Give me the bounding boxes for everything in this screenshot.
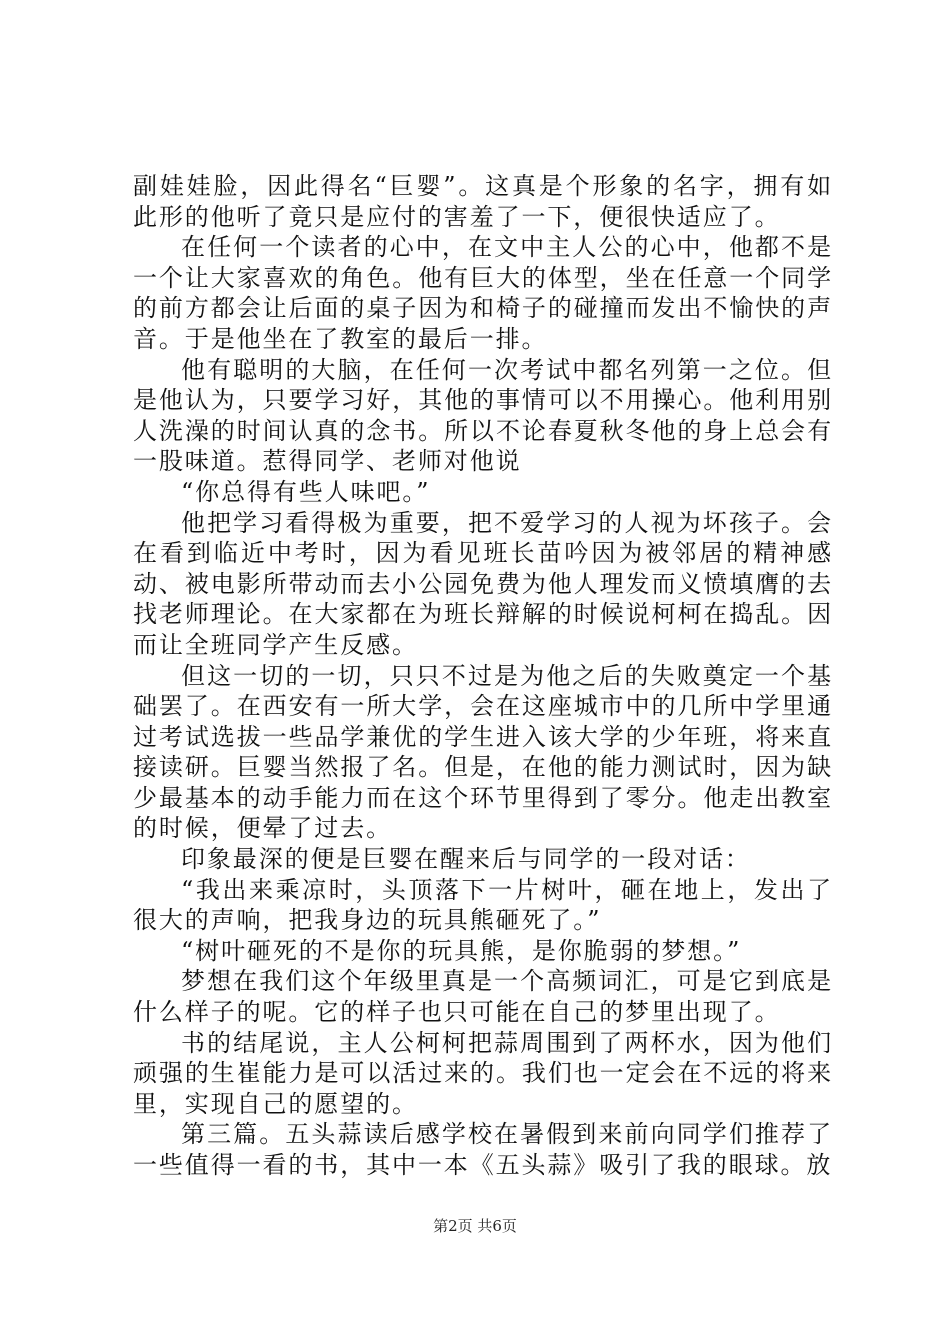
- paragraph-9: “树叶砸死的不是你的玩具熊，是你脆弱的梦想。”: [181, 936, 742, 965]
- paragraph-3: 他有聪明的大脑，在任何一次考试中都名列第一之位。但是他认为，只要学习好，其他的事情可以不用操心。他利用别人洗澡的时间认真的念书。所以不论春夏秋冬他的身上总会有一股味道。惹得同学、老师对他说: [133, 355, 833, 476]
- paragraph-5: 他把学习看得极为重要，把不爱学习的人视为坏孩子。会在看到临近中考时，因为看见班长苗吟因为被邻居的精神感动、被电影所带动而去小公园免费为他人理发而义愤填膺的去找老师理论。在大家都在为班长辩解的时候说柯柯在捣乱。因而让全班同学产生反感。: [133, 508, 833, 659]
- paragraph-12: 第三篇。五头蒜读后感学校在暑假到来前向同学们推荐了一些值得一看的书，其中一本《五头蒜》吸引了我的眼球。放: [133, 1120, 833, 1179]
- paragraph-11: 书的结尾说，主人公柯柯把蒜周围到了两杯水，因为他们顽强的生崔能力是可以活过来的。我们也一定会在不远的将来里，实现自己的愿望的。: [133, 1028, 833, 1118]
- paragraph-8: “我出来乘凉时，头顶落下一片树叶，砸在地上，发出了很大的声响，把我身边的玩具熊砸死了。”: [133, 875, 833, 935]
- page-footer: [0, 1215, 950, 1236]
- paragraph-4: “你总得有些人味吧。”: [181, 477, 431, 506]
- body-text: [133, 171, 833, 1181]
- page-number-label: 第2页 共6页: [433, 1217, 517, 1235]
- paragraph-10: 梦想在我们这个年级里真是一个高频词汇，可是它到底是什么样子的呢。它的样子也只可能在自己的梦里出现了。: [133, 967, 833, 1027]
- paragraph-2: 在任何一个读者的心中，在文中主人公的心中，他都不是一个让大家喜欢的角色。他有巨大的体型，坐在任意一个同学的前方都会让后面的桌子因为和椅子的碰撞而发出不愉快的声音。于是他坐在了教室的最后一排。: [133, 233, 833, 353]
- paragraph-7: 印象最深的便是巨婴在醒来后与同学的一段对话：: [181, 845, 751, 874]
- paragraph-1: 副娃娃脸，因此得名“巨婴”。这真是个形象的名字，拥有如此形的他听了竟只是应付的害羞了一下，便很快适应了。: [133, 172, 833, 231]
- paragraph-6: 但这一切的一切，只只不过是为他之后的失败奠定一个基础罢了。在西安有一所大学，会在这座城市中的几所中学里通过考试选拔一些品学兼优的学生进入该大学的少年班，将来直接读研。巨婴当然报了名。但是，在他的能力测试时，因为缺少最基本的动手能力而在这个环节里得到了零分。他走出教室的时候，便晕了过去。: [133, 661, 833, 843]
